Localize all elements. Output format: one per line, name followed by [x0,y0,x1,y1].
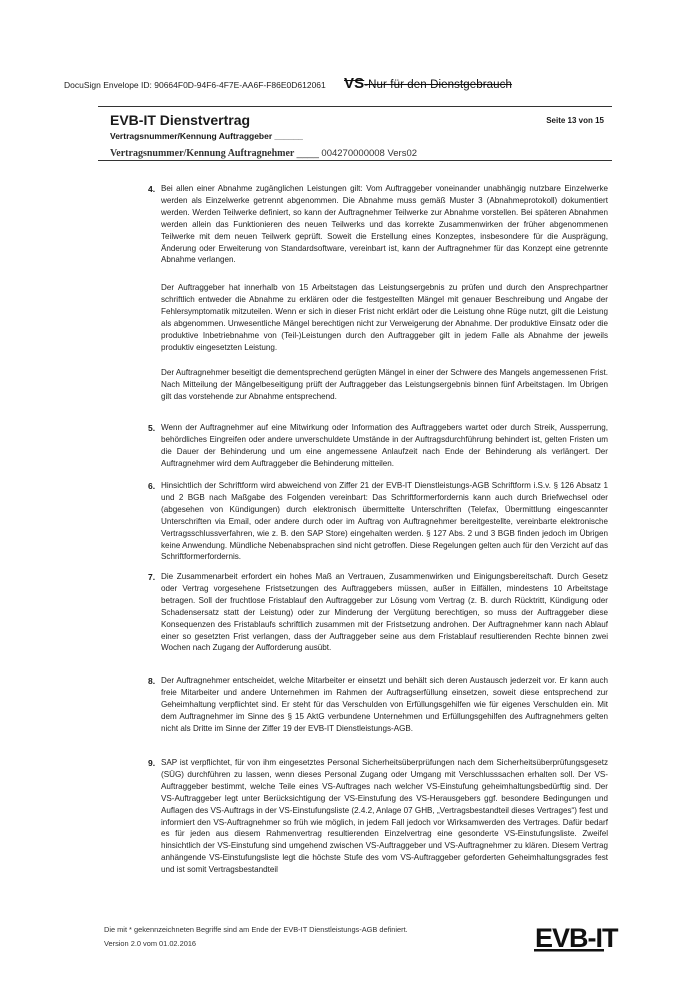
contract-number-client [110,131,303,141]
header-bottom-rule [98,160,612,161]
document-title: EVB-IT Dienstvertrag [110,112,251,128]
section-paragraph: Der Auftragnehmer entscheidet, welche Mitarbeiter er einsetzt und behält sich deren Austausch jederzeit vor. Er kann auch freie Mitarbeiter und andere Unternehmen im Rahmen der Auftragserfüllung einsetzen, soweit diese entsprechend zur Geheimhaltung verpflichtet sind. Er steht für das Verschulden von Erfüllungsgehilfen wie für eigenes Verschulden ein. Mit dem Auftragnehmer im Sinne des § 15 AktG verbundene Unternehmen und Erfüllungsgehilfen des Auftragnehmers gelten nicht als Dritte im Sinne der Ziffer 19 der EVB-IT Dienstleistungs-AGB. [161,676,608,733]
logo-text: EVB-IT [535,923,618,953]
document-header [98,106,612,160]
contract-number-contractor-label: Vertragsnummer/Kennung Auftragnehmer [110,148,295,159]
section-number: 5. [148,423,156,433]
section-paragraph: Bei allen einer Abnahme zugänglichen Leistungen gilt: Vom Auftraggeber voneinander unabhängig nutzbare Einzelwerke werden als Einzelwerke getrennt abgenommen. Die Abnahme muss gemäß Muster 3 (Abnahmeprotokoll) dokumentiert werden. Werden Teilwerke definiert, so kann der Auftragnehmer Teilwerke zur Abnahme vorstellen. Bei späteren Abnahmen werden allein das Funktionieren des neuen Teilwerks und das korrekte Zusammenwirken der früher abgenommenen Teilwerke mit dem neuen Teilwerk geprüft. Soweit die Erstellung eines Konzeptes, insbesondere für die Ausprägung, Änderung oder Erweiterung von Standardsoftware, vereinbart ist, kann der Auftragnehmer für das Konzept eine getrennte Abnahme verlangen. [161,184,608,265]
section-paragraph: SAP ist verpflichtet, für von ihm eingesetztes Personal Sicherheitsüberprüfungen nach dem Sicherheitsüberprüfungsgesetz (SÜG) durchführen zu lassen, wenn dieses Personal Zugang oder Umgang mit Verschlusssachen erhalten soll. Der VS-Auftraggeber bestimmt, welche Teile eines VS-Auftrages nach welcher VS-Einstufung geheimhaltungsbedürftig sind. Der VS-Auftraggeber legt unter Berücksichtigung der VS-Einstufung des VS-Herausgebers ggf. besondere Bedingungen und Auflagen des VS-Auftrags in der VS-Einstufungsliste (2.4.2, Anlage 07 GHB, „Vertragsbestandteil dieses Vertrages“) fest und informiert den VS-Auftragnehmer so früh wie möglich, in jedem Fall jedoch vor Wirksamwerden des Vertrages. Dafür bedarf es für jeden aus diesem Rahmenvertrag resultierenden Einzelvertrag eine gesonderte VS-Einstufungsliste. Zweifel hinsichtlich der VS-Einstufung sind umgehend zwischen VS-Auftraggeber und VS-Auftragnehmer zu klären. Diesem Vertrag anhängende VS-Einstufungsliste legt die höchste Stufe des vom VS-Auftraggeber geforderten Geheimhaltungsgrades fest und ist somit Vertragsbestandteil [161,758,608,875]
contract-number-contractor [110,148,417,159]
contract-number-contractor-value: 004270000008 Vers02 [321,148,418,159]
envelope-id: DocuSign Envelope ID: 90664F0D-94F6-4F7E-AA6F-F86E0D612061 [64,80,326,90]
classification-stamp [344,75,512,92]
section-number: 7. [148,572,156,582]
footer-version: Version 2.0 vom 01.02.2016 [104,939,197,948]
page-number: Seite 13 von 15 [546,116,604,125]
section-paragraph: Hinsichtlich der Schriftform wird abweichend von Ziffer 21 der EVB-IT Dienstleistungs-AGB Schriftform i.S.v. § 126 Absatz 1 und 2 BGB nach Maßgabe des Folgenden vereinbart: Das Schriftformerfordernis kann auch durch Briefwechsel oder (abgesehen von Kündigungen) durch elektronisch übermittelte Unterschriften (Telefax, Übermittlung eingescannter Unterschriften via Email, oder andere durch oder im Auftrag von Auftragnehmer bereitgestellte, vereinbarte elektronische Vertragsschlussverfahren, wie z. B. den SAP Store) eingehalten werden. § 127 Abs. 2 und 3 BGB finden jedoch im Übrigen keine Anwendung. Mündliche Nebenabsprachen sind nicht getroffen. Diese Regelungen gelten auch für den Verzicht auf das Schriftformerfordernis. [161,481,608,562]
section-paragraph: Wenn der Auftragnehmer auf eine Mitwirkung oder Information des Auftraggebers wartet oder durch Streik, Aussperrung, behördliches Eingreifen oder andere unverschuldete Umstände in der Auftragsdurchführung behindert ist, gelten Fristen um die Dauer der Behinderung und um eine angemessene Anlaufzeit nach Ende der Behinderung als verlängert. Der Auftragnehmer wird dem Auftraggeber die Behinderung mitteilen. [161,423,608,468]
section-number: 6. [148,481,156,491]
footer-note: Die mit * gekennzeichneten Begriffe sind am Ende der EVB-IT Dienstleistungs-AGB definiert. [104,925,408,934]
stamp-text: -Nur für den Dienstgebrauch [364,79,513,91]
contract-number-client-label: Vertragsnummer/Kennung Auftraggeber [110,131,273,141]
stamp-vs: VS [344,75,365,92]
section-paragraph: Der Auftragnehmer beseitigt die dementsprechend gerügten Mängel in einer der Schwere des Mangels angemessenen Frist. Nach Mitteilung der Mängelbeseitigung prüft der Auftraggeber das Leistungsergebnis binnen fünf Arbeitstagen. Im Übrigen gilt das vorstehende zur Abnahme entsprechend. [161,368,608,401]
section-paragraph: Der Auftraggeber hat innerhalb von 15 Arbeitstagen das Leistungsergebnis zu prüfen und durch den Ansprechpartner schriftlich entweder die Abnahme zu erklären oder die festgestellten Mängel mit genauer Beschreibung und Angabe der Fehlersymptomatik mitzuteilen. Wenn er sich in dieser Frist nicht erklärt oder die Leistung ohne Rüge nutzt, gilt die Leistung als abgenommen. Unwesentliche Mängel berechtigen nicht zur Verweigerung der Abnahme. Der produktive Einsatz oder die produktive Inbetriebnahme von (Teil-)Leistungen durch den Auftraggeber gilt in jedem Falle als Abnahme der jeweils produktiv eingesetzten Leistung. [161,283,608,352]
section-number: 4. [148,184,156,194]
section-number: 9. [148,758,156,768]
evb-it-logo [534,918,618,954]
contract-number-contractor-blank: ____ [296,148,319,159]
contract-number-client-blank: ______ [274,131,303,141]
header-top-rule [98,106,612,107]
section-number: 8. [148,676,156,686]
section-paragraph: Die Zusammenarbeit erfordert ein hohes Maß an Vertrauen, Zusammenwirken und Einigungsbereitschaft. Durch Gesetz oder Vertrag vorgesehene Fristsetzungen des Auftraggebers müssen, außer in Eilfällen, mindestens 10 Arbeitstage betragen. Soll der fruchtlose Fristablauf den Auftraggeber zur Lösung vom Vertrag (z. B. durch Rücktritt, Kündigung oder Schadensersatz statt der Leistung) oder zur Minderung der Vergütung berechtigen, so muss der Auftraggeber diese Konsequenzen des Fristablaufs schriftlich zusammen mit der Fristsetzung androhen. Der Auftragnehmer kann nach Ablauf einer so gesetzten Frist verlangen, dass der Auftraggeber seine aus dem Fristablauf resultierenden Rechte binnen zwei Wochen nach Zugang der Aufforderung ausübt. [161,572,608,653]
